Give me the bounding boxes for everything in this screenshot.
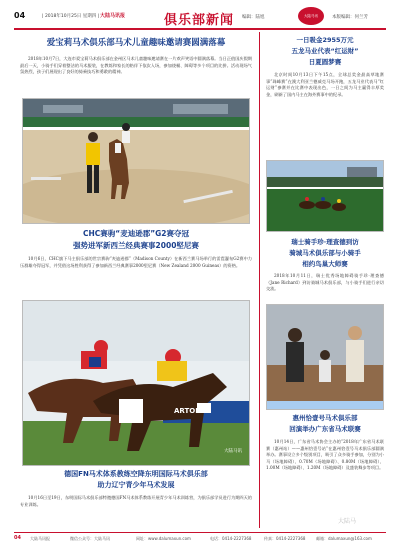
page-watermark: 大陆马 (338, 518, 357, 525)
people-photo-graphic (267, 305, 383, 409)
article4-headline-line3: 日夏圆梦赛 (308, 58, 342, 66)
article1-headline: 爱宝莉马术俱乐部马术儿童趣味邀请赛圆满落幕 (46, 38, 226, 48)
article5-body: 2018年10月11日，瑞士优秀场地障碍骑手珍·理查德（Jane Richard）到访骑城马术俱乐部，与小骑手们进行亲切交流。 (266, 273, 384, 291)
article2-photo (22, 300, 250, 466)
footer-website: 网址：www.dalumaxun.com (136, 536, 191, 541)
editor-credit: 编辑：陆旭 (242, 15, 265, 20)
article3-headline-line1: 德国FN马术体系教练空降东明国际马术俱乐部 (64, 470, 208, 478)
article1-photo (22, 98, 250, 224)
footer-phone: 电话：0414-2227368 (210, 536, 252, 541)
page-number: 04 (14, 11, 26, 20)
article2-body: 10月6日，CHC旗下马主俱乐部的世宗赛驹“麦迪逊郡”（Madison County）在新西兰赛马场举行的雷霆瀑布G2赛中力压群雄夺得冠军，并凭借这场胜利获得了参加新西兰经典赛事2000堅尼赛（New Zealand 2000 Guineas）的资格。 (20, 256, 252, 268)
arena-photo-graphic (23, 99, 249, 223)
page-header (14, 6, 386, 30)
footer-wechat: 微信公众号：大陆马讯 (70, 536, 110, 541)
page-footer (14, 532, 386, 545)
article6-body: 10月14日，广东省马术协会主办的“2018年广东省马术联赛（惠州站）——惠州恰壹号站”在惠州恰壹号马术俱乐部圆满举办。赛事设立多个级别项目，吸引了众多骑手参加，分别为小马（场地障碍）、0.70M（场地障碍）、0.80M（场地障碍）、1.00M（场地障碍）、1.20M（场地障碍）及盛装舞步等项目。 (266, 439, 384, 470)
section-title: 俱乐部新闻 (164, 13, 235, 28)
footer-fax: 传真：0414-2227368 (264, 536, 306, 541)
article1-body: 2018年10月7日，大连市爱宝莉马术俱乐部在金州区马术儿童趣味邀请赛在一片欢声笑语中圆满落幕。当日正值国庆假期最后一天，小骑手们穿着整洁的马术服装，在教练和家长的陪伴下依次入场，参加绕桶、障碍等多个项目的比拼。活动现场气氛热烈，孩子们展现出了良好的骑乘技巧和勇敢的精神。 (20, 56, 252, 74)
article4-headline-line2: 五龙马业代表“红运财” (291, 47, 359, 55)
article5-photo (266, 304, 384, 410)
footer-page-badge: 04 (14, 535, 21, 541)
proof-editor-credit: 本版编辑：何兰芳 (332, 15, 368, 20)
article5-headline-line3: 相约鸟巢大师赛 (302, 260, 348, 268)
article2-headline-line2: 强势进军新西兰经典赛事2000堅尼赛 (73, 241, 199, 250)
photo2-banner-text: ARTOIS (174, 407, 203, 415)
article3-body: 10月16日至19日，东明国际马术俱乐部特邀德国FN马术体系教练开展青少年马术训练营，为俱乐部学员进行为期四天的专业训练。 (20, 495, 252, 507)
article6-headline-line2: 回演举办广东省马术联赛 (289, 425, 361, 433)
photo-watermark-tag: 大陆马讯 (224, 449, 242, 454)
footer-paper: 大陆马讯报 (30, 536, 50, 541)
article4-body: 北京时间10月13日下午15点，全球总奖金最高草地赛事“珠峰赛”在澳大利亚兰德威克马场开跑，五龙马业代表马“红运财”参赛并在比赛中表现出色，一日之间为马主赢得丰厚奖金，刷新了国内马主在海外赛事中的纪录。 (266, 72, 384, 97)
article3-headline-line2: 助力辽宁青少年马术发展 (97, 481, 175, 489)
article6-headline-line1: 惠州恰壹号马术俱乐部 (292, 414, 358, 422)
article5-headline-line1: 瑞士骑手珍·理查德到访 (291, 238, 359, 246)
column-divider (259, 32, 260, 528)
track-photo-graphic (267, 161, 383, 231)
paper-name: 大陆马讯报 (100, 13, 126, 19)
paper-logo: 大陆马讯 (298, 7, 324, 25)
article4-photo (266, 160, 384, 232)
racing-photo-graphic (23, 301, 249, 465)
issue-date: | 2018年10月25日 星期四 | (42, 14, 100, 19)
article5-headline-line2: 骑城马术俱乐部与小骑手 (289, 249, 361, 257)
article4-headline-line1: 一日吸金2955万元 (296, 36, 354, 44)
footer-email: 邮箱：dalumaxun@163.com (316, 536, 372, 541)
article2-headline-line1: CHC赛驹“麦迪逊郡”G2赛夺冠 (82, 229, 190, 238)
